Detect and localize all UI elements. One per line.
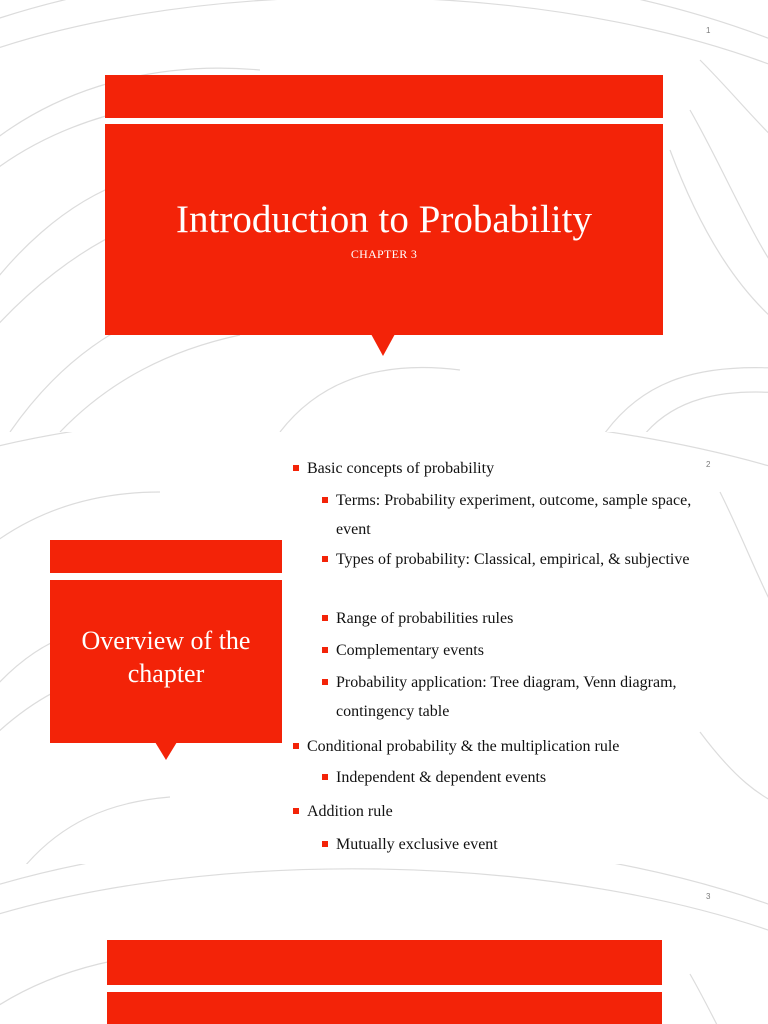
title-header-band — [107, 940, 662, 985]
bullet-marker — [293, 743, 299, 749]
bullet-marker — [322, 615, 328, 621]
bullet-item: Addition rule — [307, 797, 393, 826]
panel-pointer — [155, 742, 177, 760]
page-number: 3 — [706, 892, 711, 901]
slide-1 — [0, 0, 768, 432]
bullet-marker — [322, 679, 328, 685]
bullet-item: Basic concepts of probability — [307, 454, 494, 483]
sub-bullet-item: Range of probabilities rules — [336, 604, 726, 633]
bullet-marker — [322, 647, 328, 653]
slide-title: Introduction to Probability — [176, 198, 592, 241]
bullet-marker — [322, 556, 328, 562]
page-number: 2 — [706, 460, 711, 469]
slide-subtitle: CHAPTER 3 — [350, 247, 418, 261]
bullet-item: Conditional probability & the multiplication rule — [307, 732, 619, 761]
sub-bullet-item: Probability application: Tree diagram, Venn diagram, contingency table — [336, 668, 726, 726]
title-header-band — [50, 540, 282, 573]
slide-title: Overview of the chapter — [81, 626, 251, 688]
sub-bullet-item: Types of probability: Classical, empirical, & subjective — [336, 545, 726, 574]
sub-bullet-item: Mutually exclusive event — [336, 830, 726, 859]
title-header-band — [105, 75, 663, 118]
slide-2 — [0, 432, 768, 864]
bullet-marker — [293, 808, 299, 814]
bullet-marker — [322, 497, 328, 503]
sub-bullet-item: Complementary events — [336, 636, 726, 665]
bullet-marker — [322, 774, 328, 780]
panel-pointer — [371, 334, 395, 356]
sub-bullet-item: Terms: Probability experiment, outcome, sample space, event — [336, 486, 726, 544]
bullet-marker — [293, 465, 299, 471]
title-panel — [107, 992, 662, 1024]
bullet-marker — [322, 841, 328, 847]
page-number: 1 — [706, 26, 711, 35]
slide-3 — [0, 864, 768, 1024]
sub-bullet-item: Independent & dependent events — [336, 763, 726, 792]
